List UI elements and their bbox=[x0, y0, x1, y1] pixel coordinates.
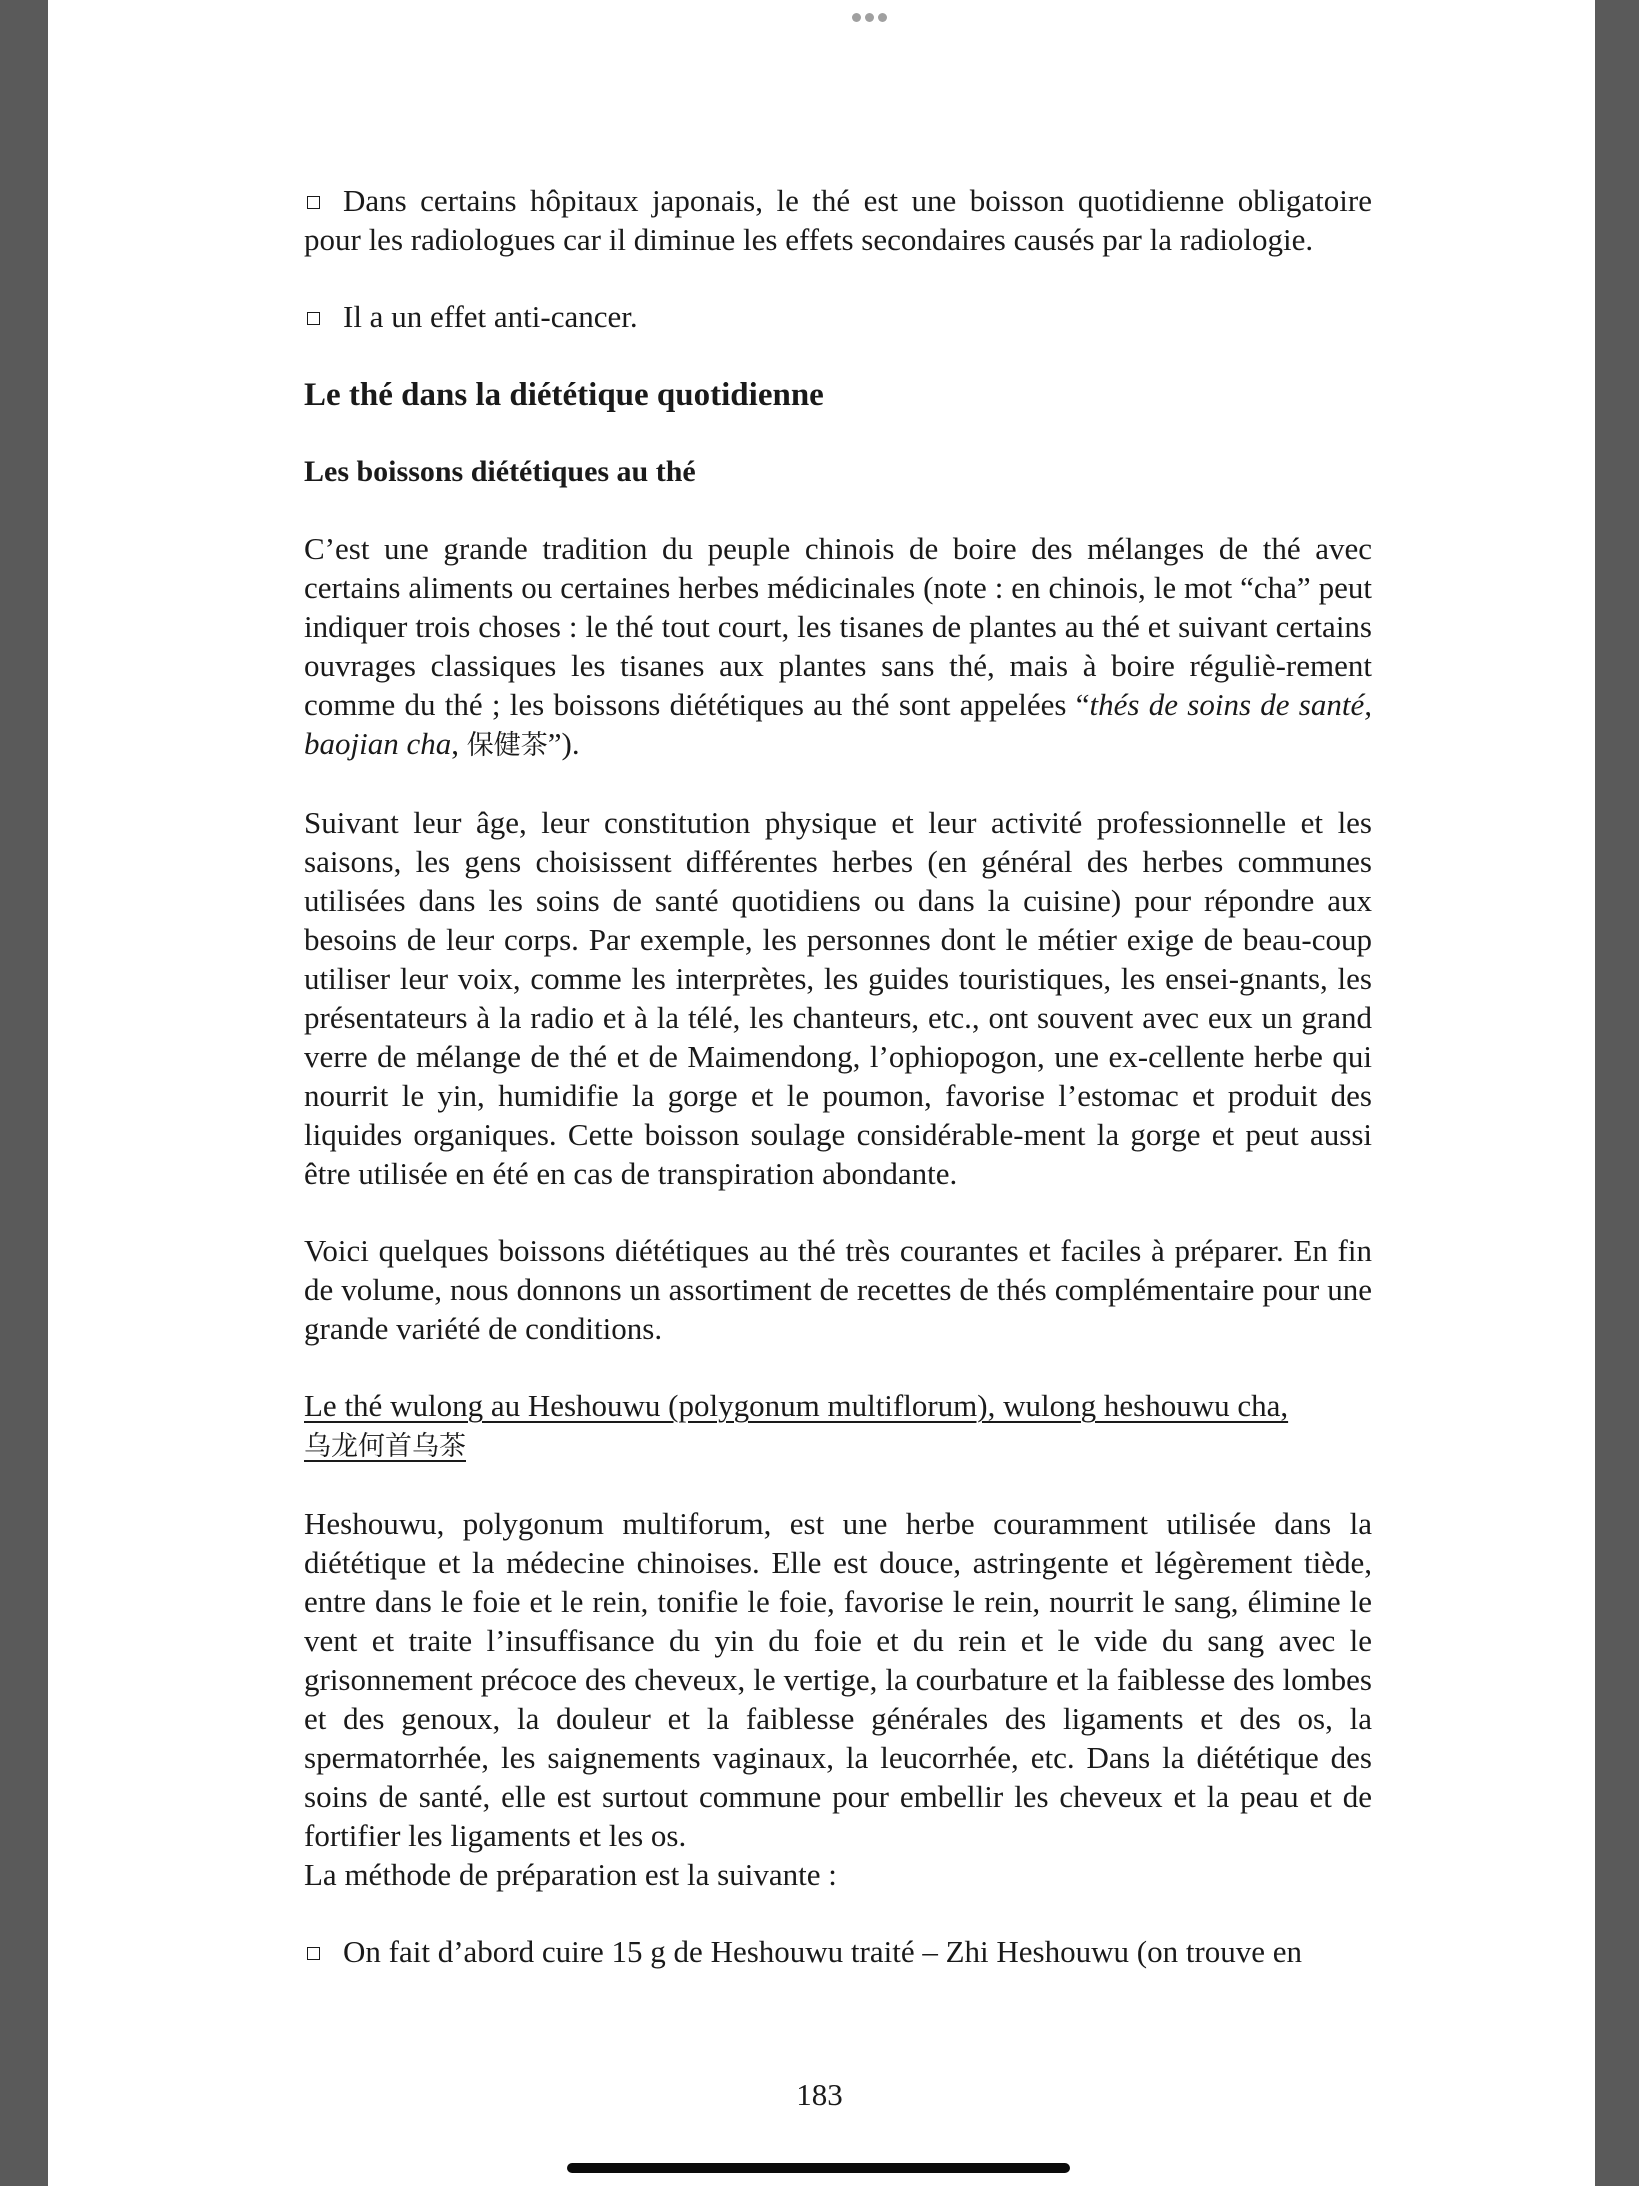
paragraph: Voici quelques boissons diététiques au thé très courantes et faciles à préparer. En fin de volume, nous donnons un assortiment de recettes de thés complémentaire pour une grande variété de conditions. bbox=[304, 1233, 1372, 1346]
chinese-term: 保健茶 bbox=[466, 730, 548, 761]
paragraph-italic: thés de soins de santé, baojian cha bbox=[304, 687, 1372, 761]
bullet-item bbox=[304, 1932, 1372, 1971]
checkbox-bullet-icon bbox=[307, 196, 320, 209]
ellipsis-icon[interactable] bbox=[852, 13, 887, 22]
dot bbox=[865, 13, 874, 22]
paragraph-text: C’est une grande tradition du peuple chinois de boire des mélanges de thé avec certains aliments ou certaines herbes médicinales (note : en chinois, le mot “cha” peut indiquer trois choses : le thé tout court, les tisanes de plantes au thé et suivant certains ouvrages classiques les tisanes aux plantes sans thé, mais à boire réguliè-rement comme du thé ; les boissons diététiques au thé sont appelées “ bbox=[304, 531, 1372, 722]
home-indicator[interactable] bbox=[567, 2163, 1070, 2173]
page-content bbox=[304, 181, 1372, 1971]
paragraph-text: ”). bbox=[547, 726, 580, 761]
bullet-item bbox=[304, 297, 1372, 336]
bullet-text: Dans certains hôpitaux japonais, le thé est une boisson quotidienne obligatoire pour les radiologues car il diminue les effets secondaires causés par la radiologie. bbox=[304, 183, 1372, 257]
recipe-title-chinese: 乌龙何首乌茶 bbox=[304, 1431, 466, 1462]
checkbox-bullet-icon bbox=[307, 312, 320, 325]
paragraph bbox=[304, 529, 1372, 765]
bullet-item bbox=[304, 181, 1372, 259]
recipe-title bbox=[304, 1386, 1372, 1466]
paragraph: Suivant leur âge, leur constitution physique et leur activité professionnelle et les saisons, les gens choisissent différentes herbes (en général des herbes communes utilisées dans les soins de santé quotidiens ou dans la cuisine) pour répondre aux besoins de leur corps. Par exemple, les personnes dont le métier exige de beau-coup utiliser leur voix, comme les interprètes, les guides touristiques, les ensei-gnants, les présentateurs à la radio et à la télé, les chanteurs, etc., ont souvent avec eux un grand verre de mélange de thé et de Maimendong, l’ophiopogon, une ex-cellente herbe qui nourrit le yin, humidifie la gorge et le poumon, favorise l’estomac et produit des liquides organiques. Cette boisson soulage considérable-ment la gorge et peut aussi être utilisée en été en cas de transpiration abondante. bbox=[304, 805, 1372, 1191]
paragraph: Heshouwu, polygonum multiforum, est une herbe couramment utilisée dans la diététique et la médecine chinoises. Elle est douce, astringente et légèrement tiède, entre dans le foie et le rein, tonifie le foie, favorise le rein, nourrit le sang, élimine le vent et traite l’insuffisance du yin du foie et du rein et le vide du sang avec le grisonnement précoce des cheveux, le vertige, la courbature et la faiblesse des lombes et des genoux, la douleur et la faiblesse générales des ligaments et des os, la spermatorrhée, les saignements vaginaux, la leucorrhée, etc. Dans la diététique des soins de santé, elle est surtout commune pour embellir les cheveux et la peau et de fortifier les ligaments et les os. bbox=[304, 1506, 1372, 1853]
checkbox-bullet-icon bbox=[307, 1947, 320, 1960]
page-number: 183 bbox=[796, 2077, 843, 2112]
bullet-text: On fait d’abord cuire 15 g de Heshouwu traité – Zhi Heshouwu (on trouve en bbox=[343, 1934, 1303, 1969]
paragraph: La méthode de préparation est la suivante : bbox=[304, 1857, 837, 1892]
section-title: Le thé dans la diététique quotidienne bbox=[304, 377, 824, 413]
bullet-text: Il a un effet anti-cancer. bbox=[343, 299, 638, 334]
dot bbox=[878, 13, 887, 22]
dot bbox=[852, 13, 861, 22]
recipe-title-text: Le thé wulong au Heshouwu (polygonum multiflorum), wulong heshouwu cha, bbox=[304, 1388, 1289, 1423]
section-subtitle: Les boissons diététiques au thé bbox=[304, 455, 696, 488]
paragraph-text: , bbox=[451, 726, 467, 761]
